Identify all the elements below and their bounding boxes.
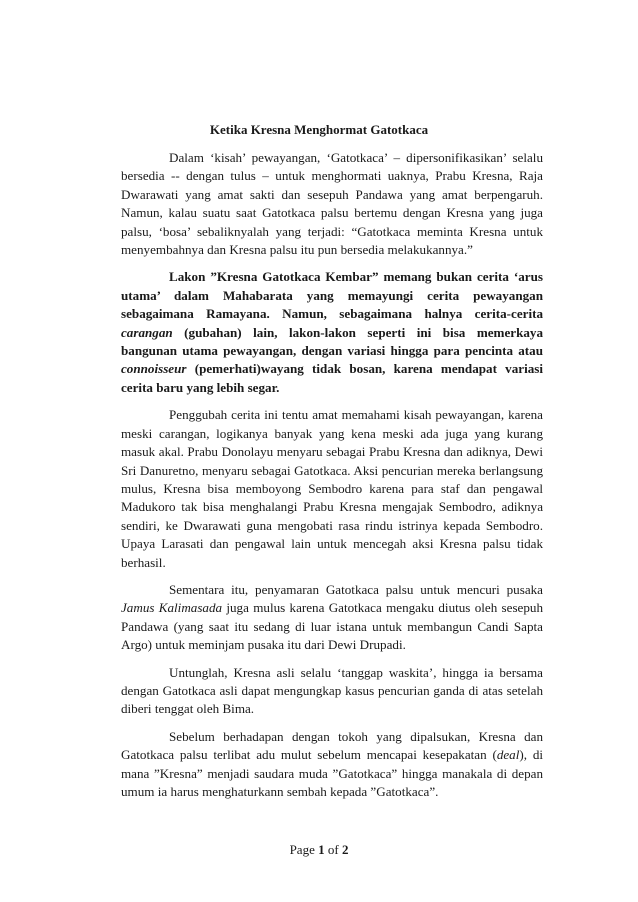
footer-page-number: 1 [318,842,325,857]
paragraph-6-text-a: Sebelum berhadapan dengan tokoh yang dipalsukan, Kresna dan Gatotkaca palsu terlibat adu mulut sebelum mencapai kesepakatan ( [121,728,543,763]
paragraph-2 [121,268,543,397]
paragraph-3: Penggubah cerita ini tentu amat memahami kisah pewayangan, karena meski carangan, logikanya banyak yang kena meski ada juga yang kurang masuk akal. Prabu Donolayu menyaru sebagai Prabu Kresna dan adiknya, Dewi Sri Danuretno, menyaru sebagai Gatotkaca. Aksi pencurian mereka berlangsung mulus, Kresna bisa memboyong Sembodro karena para staf dan pengawal Madukoro tak bisa menghalangi Prabu Kresna mengajak Sembodro, adiknya sendiri, ke Dwarawati guna mengobati rasa rindu istrinya kepada Sembodro. Upaya Larasati dan pengawal lain untuk mencegah aksi Kresna palsu tidak berhasil. [121,407,543,570]
page-footer [0,842,638,858]
paragraph-4-text-b: juga mulus karena Gatotkaca mengaku diutus oleh sesepuh Pandawa (yang saat itu sedang di luar istana untuk membangun Candi Sapta Argo) untuk meminjam pusaka itu dari Dewi Drupadi. [121,600,543,653]
paragraph-2-text-c: (pemerhati)wayang tidak bosan, karena mendapat variasi cerita baru yang lebih segar. [121,361,543,395]
paragraph-5: Untunglah, Kresna asli selalu ‘tanggap waskita’, hingga ia bersama dengan Gatotkaca asli dapat mengungkap kasus pencurian ganda di atas setelah diberi tenggat oleh Bima. [121,664,543,717]
paragraph-6 [121,728,543,802]
paragraph-6-text-b: ), di mana ”Kresna” menjadi saudara muda ”Gatotkaca” hingga manakala di depan umum ia harus menghaturkann sembah kepada ”Gatotkaca”. [121,747,543,799]
paragraph-2-text-b: (gubahan) lain, lakon-lakon seperti ini bisa memerkaya bangunan utama pewayangan, dengan variasi hingga para pencinta atau [121,324,543,359]
paragraph-1: Dalam ‘kisah’ pewayangan, ‘Gatotkaca’ – dipersonifikasikan’ selalu bersedia -- dengan tulus – untuk menghormati uaknya, Prabu Kresna, Raja Dwarawati yang amat sakti dan sesepuh Pandawa yang amat berpengaruh. Namun, kalau suatu saat Gatotkaca palsu bertemu dengan Kresna yang juga palsu, ‘bosa’ sebaliknyalah yang terjadi: “Gatotkaca meminta Kresna untuk menyembahnya dan Kresna palsu itu pun bersedia melakukannya.” [121,150,543,258]
paragraph-2-italic-term-carangan: carangan [121,324,173,340]
document-body [121,149,543,810]
paragraph-4-italic-term: Jamus Kalimasada [121,600,223,616]
footer-of-word: of [327,842,339,857]
paragraph-2-text-a: Lakon ”Kresna Gatotkaca Kembar” memang bukan cerita ‘arus utama’ dalam Mahabarata yang memayungi cerita pewayangan sebagaimana Ramayana. Namun, sebagaimana halnya cerita-cerita [121,269,543,322]
paragraph-4-text-a: Sementara itu, penyamaran Gatotkaca palsu untuk mencuri pusaka [169,581,543,597]
paragraph-4 [121,581,543,655]
footer-page-word: Page [289,842,315,857]
paragraph-2-italic-term-connoisseur: connoisseur [121,361,187,377]
footer-total-pages: 2 [341,842,349,857]
paragraph-6-italic-term: deal [496,747,520,763]
document-title: Ketika Kresna Menghormat Gatotkaca [209,122,429,137]
